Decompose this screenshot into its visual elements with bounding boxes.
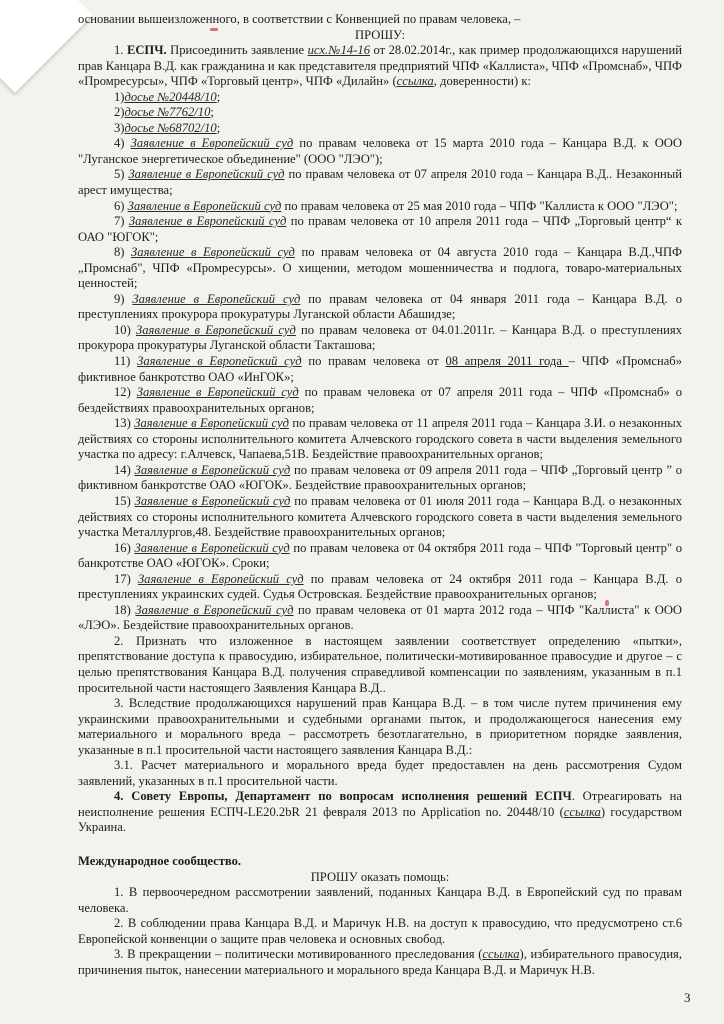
item-number: 12) [114, 385, 137, 400]
item-text: по правам человека от 04 января 2011 года – Канцара В.Д. о преступлениях прокурора прокуратуры Луганской области Абашидзе; [78, 291, 683, 322]
item-text: по правам человека от 11 апреля 2011 года – Канцара З.И. о незаконных действиях со стороны исполнительного комитета Алчевского городского совета в части выделения земельного участка по адресу: г.Алчевск, Чапаева,51В. Бездействие правоохранительных органов; [78, 416, 683, 462]
item-number: 13) [114, 416, 135, 431]
item-text: ; [210, 105, 214, 120]
item-title: ЕСПЧ. [126, 43, 167, 58]
appeal-15 [78, 494, 682, 541]
heading-proshu: ПРОШУ: [355, 27, 405, 42]
item-text: по правам человека от [301, 354, 446, 369]
link-appeal[interactable]: Заявление в Европейский суд [127, 198, 282, 213]
item-3: 3. Вследствие продолжающихся нарушений прав Канцара В.Д. – в том числе путем причинения ему украинскими правоохранительными и судебными органами пыток, и продолжающегося нанесения ему материального и морального вреда – рассмотреть безотлагательно, в приоритетном порядке заявления, указанные в п.1 просительной части настоящего заявления Канцара В.Д.: [78, 696, 682, 757]
appeal-10 [78, 323, 682, 354]
item-number: 2) [114, 105, 125, 120]
link-appeal[interactable]: Заявление в Европейский суд [136, 385, 299, 400]
help-1: 1. В первоочередном рассмотрении заявлений, поданных Канцара В.Д. в Европейский суд по правам человека. [78, 885, 682, 915]
item-number: 4) [114, 136, 131, 151]
item-number: 5) [114, 167, 129, 182]
appeal-8 [78, 245, 682, 292]
appeal-14 [78, 463, 682, 494]
appeal-5 [78, 167, 682, 198]
item-text: 3. В прекращении – политически мотивированного преследования ( [114, 947, 483, 962]
item-text: по правам человека от 25 мая 2010 года – ЧПФ "Каллиста к ООО "ЛЭО"; [281, 198, 678, 213]
item-text: Присоединить заявление [166, 43, 308, 58]
dossier-2 [78, 105, 682, 121]
item-number: 1) [114, 89, 125, 104]
item-text: по правам человека от 04.01.2011г. – Канцара В.Д. о преступлениях прокурора прокуратуры Луганской области Такташова; [78, 322, 683, 353]
appeal-12 [78, 385, 682, 416]
item-1 [78, 43, 682, 90]
item-text: по правам человека от 01 июля 2011 года – Канцара В.Д. о незаконных действиях со стороны исполнительного комитета Алчевского городского совета в части выделения земельного участка Металлургов,48. Бездействие правоохранительных органов; [78, 493, 683, 540]
item-number: 16) [114, 540, 135, 555]
item-text: – ЧПФ «Промснаб» фиктивное банкротство ОАО «ИнГОК»; [78, 354, 683, 384]
link-dossier[interactable]: досье №7762/10 [124, 105, 211, 120]
item-number: 7) [114, 214, 129, 229]
spacer [78, 836, 682, 854]
appeal-6 [78, 199, 682, 215]
item-number: 9) [114, 291, 133, 306]
link-appeal[interactable]: Заявление в Европейский суд [134, 493, 291, 508]
item-text: ), избирательного правосудия, причинения пыток, нанесении материального и морального вреда Канцара В.Д. и Маричук Н.В. [78, 947, 683, 977]
item-text: по правам человека от 07 апреля 2011 года – ЧПФ «Промснаб» о бездействиях правоохранительных органов; [78, 385, 683, 415]
link-ref[interactable]: ссылка [396, 74, 434, 89]
link-appeal[interactable]: Заявление в Европейский суд [134, 540, 290, 555]
item-4 [78, 789, 682, 836]
item-text: по правам человека от 24 октября 2011 года – Канцара В.Д. о преступлениях украинских судей. Судья Островская. Бездействие правоохранительных органов; [78, 571, 683, 602]
appeal-4 [78, 136, 682, 167]
item-number: 3) [114, 120, 125, 135]
link-appeal[interactable]: Заявление в Европейский суд [128, 167, 285, 182]
appeal-16 [78, 541, 682, 572]
item-number: 6) [114, 198, 128, 213]
link-appeal[interactable]: Заявление в Европейский суд [135, 322, 296, 337]
intro-line [78, 12, 682, 28]
item-number: 8) [114, 245, 132, 260]
item-number: 1. [114, 43, 124, 58]
item-text: , доверенности) к: [433, 74, 531, 89]
underlined-date: 08 апреля 2011 года [445, 354, 569, 369]
link-dossier[interactable]: досье №68702/10 [124, 120, 217, 135]
dossier-1 [78, 90, 682, 106]
help-2: 2. В соблюдении права Канцара В.Д. и Маричук Н.В. на доступ к правосудию, что предусмотрено ст.6 Европейской конвенции о защите прав человека и основных свобод. [78, 916, 682, 946]
link-appeal[interactable]: Заявление в Европейский суд [130, 136, 294, 151]
item-number: 11) [114, 354, 138, 369]
link-appeal[interactable]: Заявление в Европейский суд [132, 291, 301, 306]
link-appeal[interactable]: Заявление в Европейский суд [131, 245, 295, 260]
item-text: . Отреагировать на неисполнение решения ЕСПЧ-LE20.2bR 21 февраля 2013 по Application no. 20448/10 ( [78, 789, 682, 819]
item-3-1: 3.1. Расчет материального и морального вреда будет предоставлен на день рассмотрения Судом заявлений, указанных в п.1 просительной части. [78, 758, 682, 788]
item-text: от 28.02.2014г., как пример продолжающихся нарушений прав Канцара В.Д. как гражданина и как представителя предприятий ЧПФ «Каллиста», ЧПФ «Промснаб», ЧПФ «Промресурсы», ЧПФ «Торговый центр», ЧПФ «Дилайн» ( [78, 43, 683, 89]
link-ref[interactable]: ссылка [482, 947, 520, 962]
link-appeal[interactable]: Заявление в Европейский суд [137, 354, 302, 369]
page-number: 3 [684, 990, 691, 1005]
link-appeal[interactable]: Заявление в Европейский суд [134, 416, 289, 431]
item-text: ) государством Украина. [78, 804, 683, 835]
link-dossier[interactable]: досье №20448/10 [124, 89, 217, 104]
item-text: по правам человека от 09 апреля 2011 года – ЧПФ „Торговый центр ” о фиктивном банкротстве ОАО «ЮГОК». Бездействие правоохранительных органов; [78, 462, 683, 493]
appeal-18 [78, 603, 682, 634]
item-number: 10) [114, 322, 136, 337]
dossier-3 [78, 121, 682, 137]
link-appeal[interactable]: Заявление в Европейский суд [128, 214, 287, 229]
appeal-17 [78, 572, 682, 603]
intl-heading: Международное сообщество. [78, 853, 242, 868]
link-appeal[interactable]: Заявление в Европейский суд [134, 462, 291, 477]
appeal-7 [78, 214, 682, 245]
item-text: по правам человека от 15 марта 2010 года – Канцара В.Д. к ООО "Луганское энергетическое объединение" (ООО "ЛЭО"); [78, 136, 683, 166]
link-appeal[interactable]: Заявление в Европейский суд [135, 602, 294, 617]
item-text: по правам человека от 10 апреля 2011 года – ЧПФ „Торговый центр“ к ОАО "ЮГОК"; [78, 214, 683, 244]
item-number: 14) [114, 462, 135, 477]
item-number: 15) [114, 493, 135, 508]
item-text: по правам человека от 04 октября 2011 года – ЧПФ "Торговый центр" о банкротстве ОАО «ЮГОК». Сроки; [78, 540, 683, 571]
link-ref[interactable]: ссылка [563, 804, 601, 819]
item-text: по правам человека от 07 апреля 2010 года – Канцара В.Д.. Незаконный арест имущества; [78, 167, 683, 198]
help-3 [78, 947, 682, 978]
heading-proshu-help: ПРОШУ оказать помощь: [310, 869, 450, 884]
item-text: по правам человека от 04 августа 2010 года – Канцара В.Д.,ЧПФ „Промснаб", ЧПФ «Промресурсы». О хищении, методом мошенничества и подлога, товаро-материальных ценностей; [78, 245, 683, 291]
link-appeal[interactable]: Заявление в Европейский суд [137, 571, 304, 586]
link-ref[interactable]: исх.№14-16 [307, 43, 371, 58]
item-number: 18) [114, 602, 136, 617]
appeal-13 [78, 416, 682, 463]
item-text: ; [216, 120, 221, 135]
item-text: по правам человека от 01 марта 2012 года – ЧПФ "Каллиста" к ООО «ЛЭО». Бездействие правоохранительных органов. [78, 602, 683, 633]
item-number: 17) [114, 571, 138, 586]
item-2: 2. Признать что изложенное в настоящем заявлении соответствует определению «пытки», препятствование доступа к правосудию, избирательное, политически-мотивированное правосудие и другое – с целью препятствования Канцара В.Д. получения справедливой компенсации по заявлениям, указанным в п.1 просительной части настоящего Заявления Канцара В.Д.. [78, 633, 682, 695]
item-title: 4. Совету Европы, Департамент по вопросам исполнения решений ЕСПЧ [114, 789, 572, 804]
intro-text: основании вышеизложенного, в соответствии с Конвенцией по правам человека, – [78, 12, 521, 26]
appeal-11 [78, 354, 682, 385]
document-body [78, 12, 682, 978]
item-text: ; [216, 89, 221, 104]
appeal-9 [78, 292, 682, 323]
